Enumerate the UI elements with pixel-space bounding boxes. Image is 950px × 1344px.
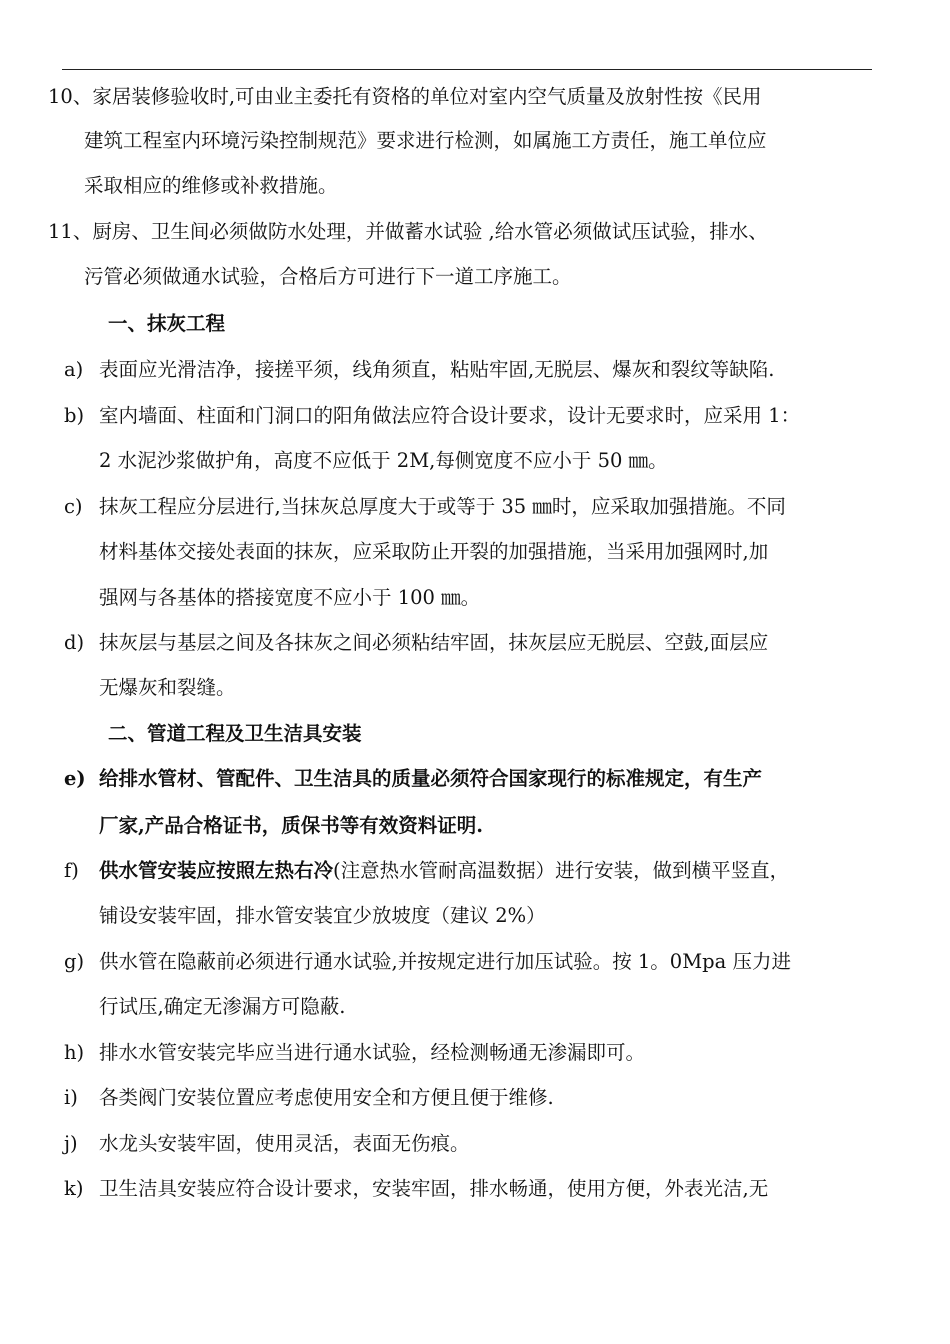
section-1-heading: 一、抹灰工程 bbox=[108, 312, 226, 335]
item-c-line-3: 强网与各基体的搭接宽度不应小于 100 ㎜。 bbox=[99, 586, 481, 609]
item-e-marker: e) bbox=[64, 767, 86, 790]
item-d-marker: d) bbox=[64, 631, 85, 654]
item-e-line-1: 给排水管材、管配件、卫生洁具的质量必须符合国家现行的标准规定，有生产 bbox=[99, 767, 763, 790]
item-c-line-1: 抹灰工程应分层进行,当抹灰总厚度大于或等于 35 ㎜时，应采取加强措施。不同 bbox=[99, 495, 786, 518]
item-f-line-2: 铺设安装牢固，排水管安装宜少放坡度（建议 2%） bbox=[99, 904, 546, 927]
item-a-marker: a) bbox=[64, 358, 84, 381]
item-d-line-2: 无爆灰和裂缝。 bbox=[99, 676, 236, 699]
item-d-line-1: 抹灰层与基层之间及各抹灰之间必须粘结牢固，抹灰层应无脱层、空鼓,面层应 bbox=[99, 631, 769, 654]
item-f-line-1-rest: (注意热水管耐高温数据）进行安装，做到横平竖直， bbox=[333, 859, 790, 882]
section-2-heading: 二、管道工程及卫生洁具安装 bbox=[108, 722, 362, 745]
item-b-line-1: 室内墙面、柱面和门洞口的阳角做法应符合设计要求，设计无要求时，应采用 1： bbox=[99, 404, 801, 427]
item-e-line-2: 厂家,产品合格证书，质保书等有效资料证明. bbox=[99, 814, 484, 837]
item-f-marker: f) bbox=[64, 859, 79, 882]
item-g-line-2: 行试压,确定无渗漏方可隐蔽. bbox=[99, 995, 346, 1018]
item-c-marker: c) bbox=[64, 495, 83, 518]
item-k-line-1: 卫生洁具安装应符合设计要求，安装牢固，排水畅通，使用方便，外表光洁,无 bbox=[99, 1177, 769, 1200]
item-f-emphasis: 供水管安装应按照左热右冷 bbox=[99, 859, 334, 882]
item-h-line-1: 排水水管安装完毕应当进行通水试验，经检测畅通无渗漏即可。 bbox=[99, 1041, 646, 1064]
item-k-marker: k) bbox=[64, 1177, 84, 1200]
item-b-line-2: 2 水泥沙浆做护角，高度不应低于 2M,每侧宽度不应小于 50 ㎜。 bbox=[99, 449, 668, 472]
item-11-line-1: 11、厨房、卫生间必须做防水处理，并做蓄水试验 ,给水管必须做试压试验，排水、 bbox=[48, 220, 768, 243]
item-g-marker: g) bbox=[64, 950, 85, 973]
item-j-line-1: 水龙头安装牢固，使用灵活，表面无伤痕。 bbox=[99, 1132, 470, 1155]
item-f-line-1 bbox=[99, 858, 789, 884]
item-10-line-1: 10、家居装修验收时,可由业主委托有资格的单位对室内空气质量及放射性按《民用 bbox=[48, 85, 762, 108]
item-c-line-2: 材料基体交接处表面的抹灰，应采取防止开裂的加强措施，当采用加强网时,加 bbox=[99, 540, 769, 563]
header-rule bbox=[62, 69, 872, 70]
item-b-marker: b) bbox=[64, 404, 85, 427]
item-11-line-2: 污管必须做通水试验，合格后方可进行下一道工序施工。 bbox=[84, 265, 572, 288]
item-10-line-2: 建筑工程室内环境污染控制规范》要求进行检测，如属施工方责任，施工单位应 bbox=[84, 129, 767, 152]
item-j-marker: j) bbox=[64, 1132, 78, 1155]
item-h-marker: h) bbox=[64, 1041, 85, 1064]
item-i-line-1: 各类阀门安装位置应考虑使用安全和方便且便于维修. bbox=[99, 1086, 554, 1109]
item-a-line-1: 表面应光滑洁净，接搓平须，线角须直，粘贴牢固,无脱层、爆灰和裂纹等缺陷. bbox=[99, 358, 775, 381]
item-i-marker: i) bbox=[64, 1086, 78, 1109]
item-10-line-3: 采取相应的维修或补救措施。 bbox=[84, 174, 338, 197]
item-g-line-1: 供水管在隐蔽前必须进行通水试验,并按规定进行加压试验。按 1。0Mpa 压力进 bbox=[99, 950, 791, 973]
